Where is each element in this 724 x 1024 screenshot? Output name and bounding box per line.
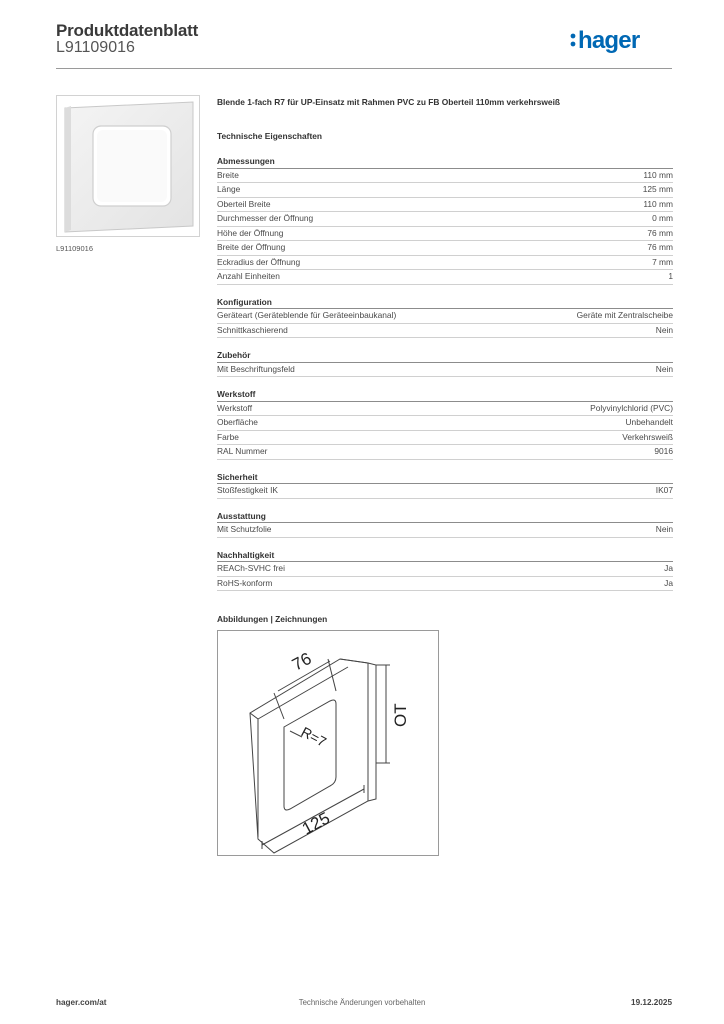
property-value: Nein — [655, 363, 673, 374]
property-value: IK07 — [655, 485, 673, 495]
property-value: 110 mm — [643, 169, 673, 180]
section-nachhaltigkeit — [217, 550, 673, 592]
property-row — [217, 402, 673, 417]
property-value: 9016 — [654, 446, 673, 456]
property-value: Verkehrsweiß — [622, 431, 673, 442]
property-row — [217, 241, 673, 256]
dimension-drawing — [218, 631, 438, 855]
property-label: Länge — [217, 184, 241, 194]
property-label: Werkstoff — [217, 402, 253, 413]
drawings-heading: Abbildungen | Zeichnungen — [217, 614, 328, 624]
property-row — [217, 309, 673, 324]
section-title: Nachhaltigkeit — [217, 550, 673, 563]
logo-text: hager — [578, 27, 640, 54]
dim-height-label: OT — [391, 703, 410, 727]
property-value: Nein — [655, 524, 673, 534]
property-label: Oberfläche — [217, 417, 258, 427]
dim-width-label: 76 — [288, 648, 315, 675]
property-label: Oberteil Breite — [217, 198, 271, 209]
property-row — [217, 270, 673, 285]
property-row — [217, 523, 673, 538]
property-row — [217, 198, 673, 213]
property-row — [217, 363, 673, 378]
property-value: 76 mm — [647, 242, 673, 252]
header-divider — [56, 68, 672, 69]
section-title: Abmessungen — [217, 156, 673, 169]
property-row — [217, 484, 673, 499]
property-row — [217, 227, 673, 242]
properties-list — [217, 156, 673, 591]
property-label: Mit Beschriftungsfeld — [217, 363, 295, 374]
section-title: Zubehör — [217, 350, 673, 363]
property-label: Anzahl Einheiten — [217, 271, 280, 281]
property-value: Polyvinylchlorid (PVC) — [590, 402, 673, 413]
dim-length-label: 125 — [298, 808, 333, 839]
footer-date: 19.12.2025 — [631, 998, 672, 1007]
property-row — [217, 431, 673, 446]
property-value: 110 mm — [643, 198, 673, 209]
property-row — [217, 416, 673, 431]
section-title: Sicherheit — [217, 472, 673, 485]
property-row — [217, 169, 673, 184]
property-value: Geräte mit Zentralscheibe — [576, 310, 673, 320]
property-row — [217, 212, 673, 227]
document-title: Produktdatenblatt — [56, 21, 199, 40]
property-label: Höhe der Öffnung — [217, 227, 284, 238]
technical-drawing — [217, 630, 439, 856]
section-title: Werkstoff — [217, 389, 673, 402]
property-label: Schnittkaschierend — [217, 324, 288, 335]
property-value: Unbehandelt — [625, 417, 673, 427]
property-label: Breite der Öffnung — [217, 242, 286, 252]
property-value: 125 mm — [642, 184, 673, 194]
property-label: Farbe — [217, 431, 239, 442]
section-werkstoff — [217, 389, 673, 460]
property-label: Stoßfestigkeit IK — [217, 485, 278, 495]
property-label: Mit Schutzfolie — [217, 524, 272, 534]
section-title: Ausstattung — [217, 511, 673, 524]
frame-photo — [57, 96, 199, 236]
property-label: Breite — [217, 169, 239, 180]
product-code: L91109016 — [56, 39, 135, 56]
property-row — [217, 577, 673, 592]
property-row — [217, 324, 673, 339]
section-zubeh-r — [217, 350, 673, 377]
property-label: RoHS-konform — [217, 577, 273, 588]
property-label: Geräteart (Geräteblende für Geräteeinbaukanal) — [217, 310, 397, 320]
footer-notice: Technische Änderungen vorbehalten — [298, 998, 426, 1007]
property-label: REACh-SVHC frei — [217, 563, 285, 573]
section-ausstattung — [217, 511, 673, 538]
section-title: Konfiguration — [217, 297, 673, 310]
property-row — [217, 562, 673, 577]
section-abmessungen — [217, 156, 673, 285]
property-value: 76 mm — [647, 227, 673, 238]
property-row — [217, 183, 673, 198]
hager-logo — [566, 22, 676, 58]
product-description: Blende 1-fach R7 für UP-Einsatz mit Rahmen PVC zu FB Oberteil 110mm verkehrsweiß — [217, 97, 561, 107]
footer-website: hager.com/at — [56, 998, 107, 1007]
property-value: 0 mm — [652, 213, 673, 223]
property-row — [217, 256, 673, 271]
property-row — [217, 445, 673, 460]
dim-radius-label: R=7 — [298, 723, 330, 750]
section-sicherheit — [217, 472, 673, 499]
product-image — [56, 95, 200, 237]
section-konfiguration — [217, 297, 673, 339]
property-value: 7 mm — [652, 256, 673, 267]
property-value: Ja — [664, 577, 673, 588]
property-value: 1 — [668, 271, 673, 281]
property-value: Ja — [664, 563, 673, 573]
technical-heading: Technische Eigenschaften — [217, 131, 323, 141]
property-value: Nein — [655, 324, 673, 335]
product-image-caption: L91109016 — [56, 244, 93, 253]
property-label: Eckradius der Öffnung — [217, 256, 301, 267]
property-label: Durchmesser der Öffnung — [217, 213, 314, 223]
property-label: RAL Nummer — [217, 446, 268, 456]
